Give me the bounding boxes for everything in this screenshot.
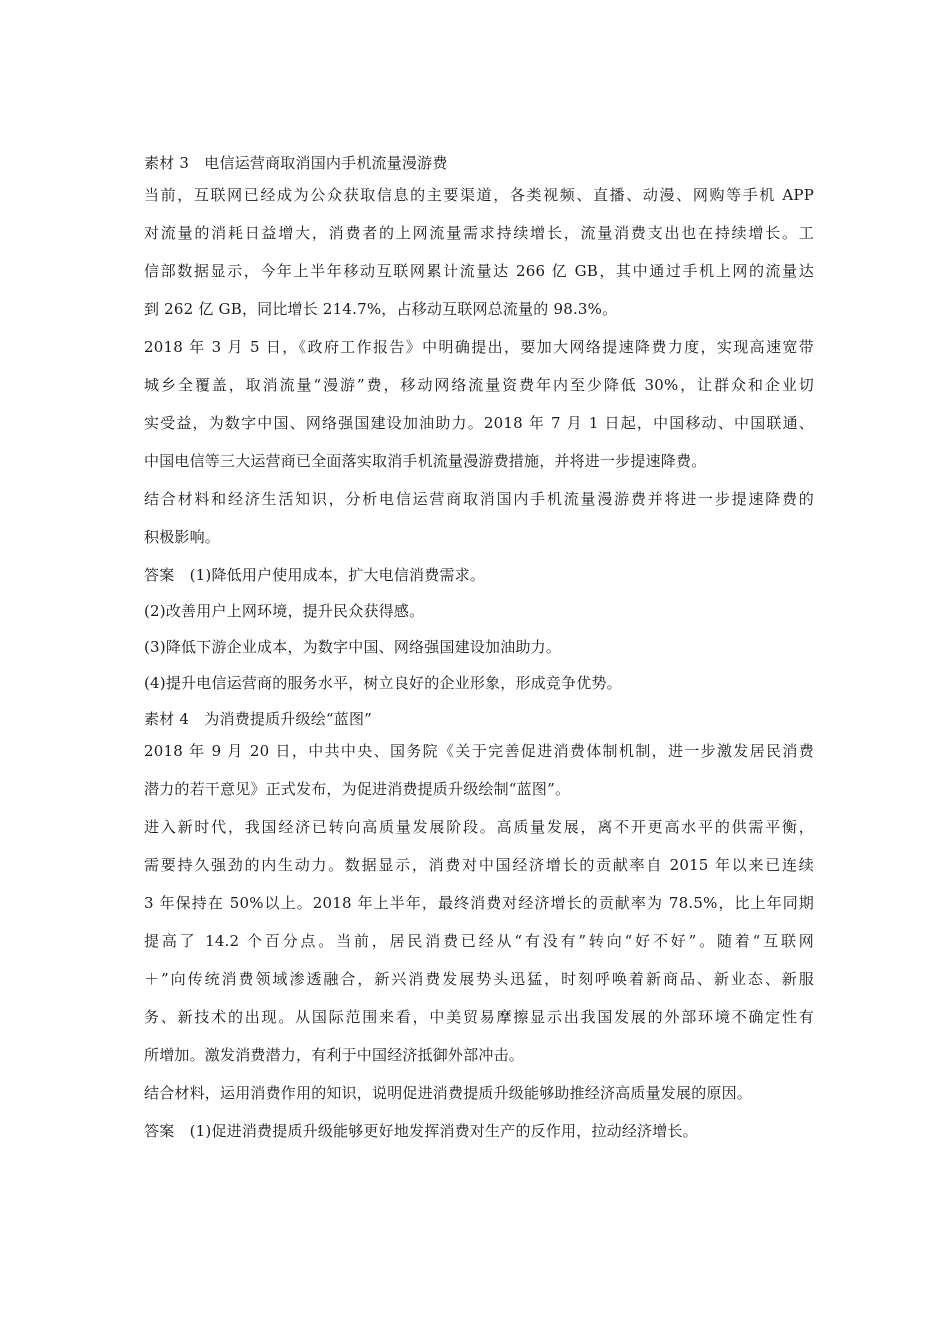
material4-paragraph-2 — [144, 808, 814, 1074]
text-line: 结合材料和经济生活知识，分析电信运营商取消国内手机流量漫游费并将进一步提速降费的 — [144, 490, 814, 508]
material3-title: 素材 3 电信运营商取消国内手机流量漫游费 — [144, 154, 448, 172]
text-line: 信部数据显示，今年上半年移动互联网累计流量达 266 亿 GB，其中通过手机上网的流量达 — [144, 262, 814, 280]
text-line: 进入新时代，我国经济已转向高质量发展阶段。高质量发展，离不开更高水平的供需平衡， — [144, 818, 814, 836]
material3-answers — [144, 562, 814, 696]
answer-line: (3)降低下游企业成本，为数字中国、网络强国建设加油助力。 — [144, 638, 562, 656]
text-line: 到 262 亿 GB，同比增长 214.7%，占移动互联网总流量的 98.3%。 — [144, 300, 618, 318]
material3-paragraph-1 — [144, 176, 814, 328]
material3-paragraph-2 — [144, 328, 814, 480]
text-line: 对流量的消耗日益增大，消费者的上网流量需求持续增长，流量消费支出也在持续增长。工 — [144, 224, 814, 242]
answer-line: (4)提升电信运营商的服务水平，树立良好的企业形象，形成竞争优势。 — [144, 674, 622, 692]
text-line: 2018 年 3 月 5 日，《政府工作报告》中明确提出，要加大网络提速降费力度，实现高速宽带 — [144, 338, 814, 356]
answer-line: (2)改善用户上网环境，提升民众获得感。 — [144, 602, 425, 620]
text-line: 城乡全覆盖，取消流量“漫游”费，移动网络流量资费年内至少降低 30%，让群众和企业切 — [144, 376, 814, 394]
material3-question — [144, 480, 814, 556]
text-line: 务、新技术的出现。从国际范围来看，中美贸易摩擦显示出我国发展的外部环境不确定性有 — [144, 1008, 814, 1026]
text-line: 3 年保持在 50%以上。2018 年上半年，最终消费对经济增长的贡献率为 78.5%，比上年同期 — [144, 894, 814, 912]
answer-line: 答案 (1)降低用户使用成本，扩大电信消费需求。 — [144, 566, 486, 584]
text-line: 中国电信等三大运营商已全面落实取消手机流量漫游费措施，并将进一步提速降费。 — [144, 452, 707, 470]
document-page — [144, 150, 814, 1150]
material4-question: 结合材料，运用消费作用的知识，说明促进消费提质升级能够助推经济高质量发展的原因。 — [144, 1084, 753, 1102]
material4-title: 素材 4 为消费提质升级绘“蓝图” — [144, 710, 373, 728]
text-line: 所增加。激发消费潜力，有利于中国经济抵御外部冲击。 — [144, 1046, 525, 1064]
text-line: 2018 年 9 月 20 日，中共中央、国务院《关于完善促进消费体制机制，进一步激发居民消费 — [144, 742, 814, 760]
text-line: 需要持久强劲的内生动力。数据显示，消费对中国经济增长的贡献率自 2015 年以来已连续 — [144, 856, 814, 874]
material4-paragraph-1 — [144, 732, 814, 808]
text-line: ＋”向传统消费领域渗透融合，新兴消费发展势头迅猛，时刻呼唤着新商品、新业态、新服 — [144, 970, 814, 988]
text-line: 潜力的若干意见》正式发布，为促进消费提质升级绘制“蓝图”。 — [144, 780, 571, 798]
text-line: 实受益，为数字中国、网络强国建设加油助力。2018 年 7 月 1 日起，中国移动、中国联通、 — [144, 414, 814, 432]
text-line: 积极影响。 — [144, 528, 221, 546]
text-line: 当前，互联网已经成为公众获取信息的主要渠道，各类视频、直播、动漫、网购等手机 APP — [144, 186, 814, 204]
material4-answer: 答案 (1)促进消费提质升级能够更好地发挥消费对生产的反作用，拉动经济增长。 — [144, 1122, 698, 1140]
text-line: 提高了 14.2 个百分点。当前，居民消费已经从“有没有”转向“好不好”。随着“互联网 — [144, 932, 814, 950]
